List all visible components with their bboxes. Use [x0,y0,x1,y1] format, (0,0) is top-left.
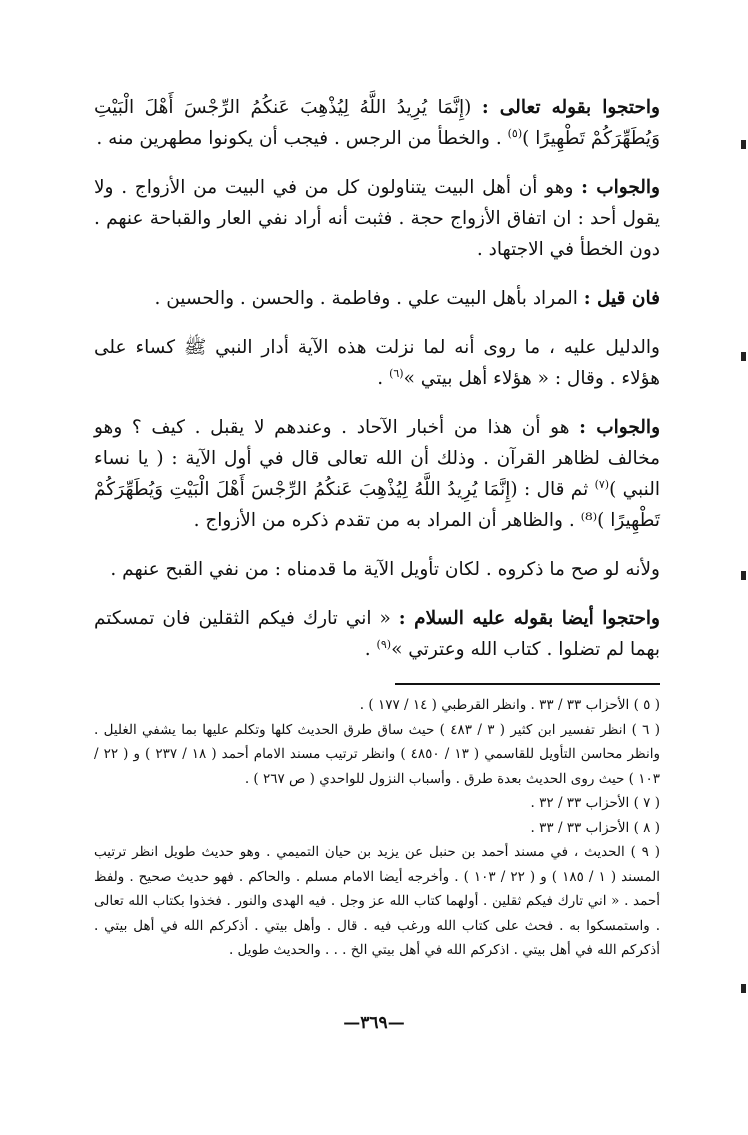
paragraph-text: وهو أن أهل البيت يتناولون كل من في البيت من الأزواج . ولا يقول أحد : ان اتفاق الأزواج حجة . فثبت أنه أراد نفي العار والقباحة عنهم . دون الخطأ في الاجتهاد . [94,177,660,260]
footnote-ref[interactable]: (٥) [507,126,523,140]
paragraph-2 [94,172,660,265]
paragraph-tail: . [377,368,384,389]
paragraph-lead: واحتجوا أيضا بقوله عليه السلام : [398,608,660,629]
paragraph-text: والدليل عليه ، ما روى أنه لما نزلت هذه الآية أدار النبي ﷺ كساء على هؤلاء . وقال : « هؤلاء أهل بيتي » [94,337,660,389]
page-body [94,92,660,963]
paragraph-tail: ثم قال : (إِنَّمَا يُرِيدُ اللَّهُ لِيُذْهِبَ عَنكُمُ الرِّجْسَ أَهْلَ الْبَيْتِ وَيُطَهِّرَكُمْ تَطْهِيرًا )⁽⁸⁾ . والظاهر أن المراد به من تقدم ذكره من الأزواج . [94,479,660,531]
paragraph-6 [94,554,660,585]
page-number: —٣٦٩— [343,1013,405,1033]
paragraph-lead: والجواب : [579,417,660,438]
paragraph-lead: والجواب : [581,177,660,198]
footnote-9: ( ٩ ) الحديث ، في مسند أحمد بن حنبل عن يزيد بن حيان التميمي . وهو حديث طويل انظر ترتيب المسند ( ١ / ١٨٥ ) و ( ٢٢ / ١٠٣ ) . وأخرجه أيضا الامام مسلم . والحاكم . فهو حديث صحيح . ولفظ أحمد . « اني تارك فيكم ثقلين . أولهما كتاب الله عز وجل . فيه الهدى والنور . فخذوا بكتاب الله تعالى . واستمسكوا به . فحث على كتاب الله ورغب فيه . قال . وأهل بيتي . أذكركم الله في أهل بيتي . أذكركم الله في أهل بيتي . اذكركم الله في أهل بيتي الخ . . . والحديث طويل . [94,844,661,958]
paragraph-text: « اني تارك فيكم الثقلين فان تمسكتم بهما لم تضلوا . كتاب الله وعترتي » [94,608,660,660]
paragraph-3 [94,283,660,314]
footnote-8: ( ٨ ) الأحزاب ٣٣ / ٣٣ . [530,819,660,836]
footnote-ref[interactable]: (٩) [376,637,392,651]
paragraph-tail: . والخطأ من الرجس . فيجب أن يكونوا مطهرين منه . [96,128,502,149]
footnote-ref[interactable]: (٧) [594,477,610,491]
paragraph-text: المراد بأهل البيت علي . وفاطمة . والحسن . والحسين . [154,288,578,309]
paragraph-tail: . [364,639,371,660]
paragraph-text: هو أن هذا من أخبار الآحاد . وعندهم لا يقبل . كيف ؟ وهو مخالف لظاهر القرآن . وذلك أن الله تعالى قال في أول الآية : ( يا نساء النبي ) [94,417,660,500]
scan-edge-mark [741,352,746,361]
footnote-5: ( ٥ ) الأحزاب ٣٣ / ٣٣ . وانظر القرطبي ( ١٤ / ١٧٧ ) . [359,697,660,713]
paragraph-text: ولأنه لو صح ما ذكروه . لكان تأويل الآية ما قدمناه : من نفي القبح عنهم . [110,559,660,580]
paragraph-7 [94,603,660,665]
quran-verse: (إِنَّمَا يُرِيدُ اللَّهُ لِيُذْهِبَ عَنكُمُ الرِّجْسَ أَهْلَ الْبَيْتِ وَيُطَهِّرَكُمْ تَطْهِيرًا ) [94,97,660,149]
scan-edge-mark [741,140,746,149]
scan-edge-mark [741,984,746,993]
footnote-7: ( ٧ ) الأحزاب ٣٣ / ٣٢ . [530,795,660,811]
paragraph-lead: واحتجوا بقوله تعالى : [481,97,660,118]
paragraph-5 [94,412,660,536]
paragraph-1 [94,92,660,154]
footnote-divider [395,683,660,685]
footnote-6: ( ٦ ) انظر تفسير ابن كثير ( ٣ / ٤٨٣ ) حيث ساق طرق الحديث كلها وتكلم عليها بما يشفي الغليل . وانظر محاسن التأويل للقاسمي ( ١٣ / ٤٨٥٠ ) وانظر ترتيب مسند الامام أحمد ( ١٨ / ٢٣٧ ) و ( ٢٢ / ١٠٣ ) حيث روى الحديث بعدة طرق . وأسباب النزول للواحدي ( ص ٢٦٧ ) . [94,721,660,787]
footnote-ref[interactable]: (٦) [389,366,404,380]
paragraph-4 [94,332,660,394]
scan-edge-mark [741,571,746,580]
paragraph-lead: فان قيل : [583,288,660,309]
